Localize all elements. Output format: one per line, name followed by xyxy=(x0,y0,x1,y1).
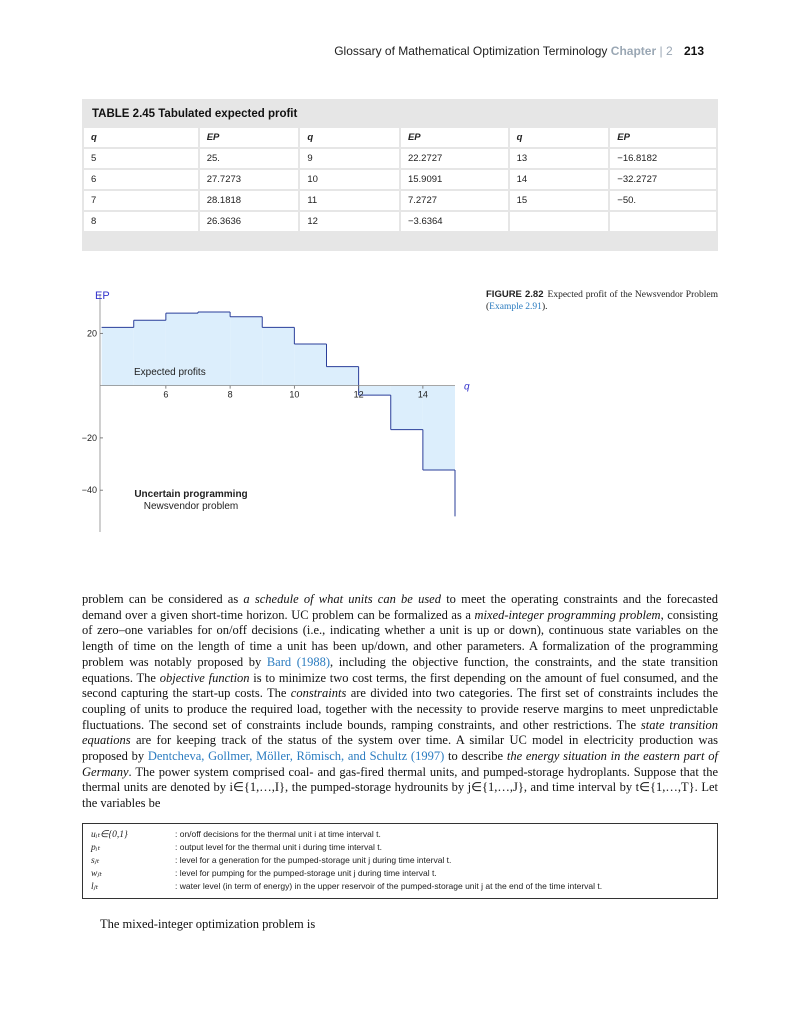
chart-annotation-uncertain-programming: Uncertain programming xyxy=(134,489,248,500)
figure-caption xyxy=(486,289,718,313)
table-cell: 11 xyxy=(300,191,399,210)
table-row xyxy=(84,170,716,189)
emphasis: objective function xyxy=(159,670,250,685)
text-run: . The power system comprised coal- and gas-fired thermal units, and pumped-storage hydroplants. Suppose that the thermal units are denoted by i∈{1,…,I}, the pumped-storage hydrounits by j∈{1,…,J}, and time interval by t∈{1,…,T}. Let the variables be xyxy=(82,764,718,811)
text-run: problem can be considered as xyxy=(82,592,244,606)
text-run: are divided into two categories. The first set of constraints includes the coupling of units to produce the required load, together with the necessity to provide reserve margins to meet unpredictable fluctuations. The second set of constraints include bounds, ramping constraints, and other restrictions. The xyxy=(82,686,719,732)
variable-description: : output level for the thermal unit i during time interval t. xyxy=(175,842,382,852)
running-header xyxy=(334,44,704,58)
text-run: , including the objective function, the constraints, and the state transition equations. The xyxy=(82,654,718,685)
table-row xyxy=(84,212,716,231)
step-fill xyxy=(230,317,262,386)
variable-definitions-box xyxy=(82,823,718,899)
header-cell: q xyxy=(510,128,609,147)
table-cell: −32.2727 xyxy=(610,170,716,189)
header-cell: EP xyxy=(200,128,299,147)
emphasis: state transition equations xyxy=(82,717,718,748)
table-grid xyxy=(82,126,718,233)
table-cell: 5 xyxy=(84,149,198,168)
chapter-number: 2 xyxy=(665,44,673,58)
variable-description: : on/off decisions for the thermal unit i at time interval t. xyxy=(175,829,381,839)
step-fill xyxy=(294,344,326,386)
header-cell: q xyxy=(300,128,399,147)
table-row xyxy=(84,149,716,168)
table-cell: −3.6364 xyxy=(401,212,508,231)
chapter-word: Chapter xyxy=(610,44,657,58)
x-tick-label: 6 xyxy=(163,389,169,400)
table-cell xyxy=(510,212,609,231)
y-axis-label: EP xyxy=(95,290,110,302)
citation-link-dentcheva[interactable]: Dentcheva, Gollmer, Möller, Römisch, and Schultz (1997) xyxy=(147,749,445,764)
variable-symbol: lⱼₜ xyxy=(91,882,99,892)
table-cell: 10 xyxy=(300,170,399,189)
page-number: 213 xyxy=(683,44,704,58)
table-cell: 12 xyxy=(300,212,399,231)
header-cell: q xyxy=(84,128,198,147)
table-cell: 13 xyxy=(510,149,609,168)
emphasis: constraints xyxy=(290,686,347,701)
figure-caption-end: ). xyxy=(541,302,548,312)
closing-sentence: The mixed-integer optimization problem is xyxy=(100,917,316,931)
table-row xyxy=(84,191,716,210)
table-cell: 9 xyxy=(300,149,399,168)
header-cell: EP xyxy=(401,128,508,147)
text-run: , consisting of zero–one variables for on/off decisions (i.e., indicating whether a unit is up or down), continuous state variables on the length of time on the length of time a unit has been up/down, and other parameters. A formalization of the programming problem was notably proposed by xyxy=(82,607,718,669)
step-fill xyxy=(262,327,294,385)
example-link[interactable]: Example 2.91 xyxy=(489,302,542,312)
table-cell: 14 xyxy=(510,170,609,189)
figure-caption-text: Expected profit of the Newsvendor Problem ( xyxy=(486,290,718,312)
table-cell: 6 xyxy=(84,170,198,189)
chart-annotation-newsvendor: Newsvendor problem xyxy=(143,501,239,512)
x-tick-label: 14 xyxy=(417,389,428,400)
variable-description: : level for a generation for the pumped-storage unit j during time interval t. xyxy=(175,855,452,865)
x-tick-label: 8 xyxy=(227,389,233,400)
variable-symbol: pᵢₜ xyxy=(91,843,101,853)
table-title: TABLE 2.45 Tabulated expected profit xyxy=(92,108,298,120)
table-cell: 26.3636 xyxy=(200,212,299,231)
emphasis: a schedule of what units can be used xyxy=(243,592,441,606)
body-paragraph xyxy=(82,592,718,812)
step-fill xyxy=(326,367,358,386)
expected-profit-chart xyxy=(82,280,472,542)
citation-link-bard[interactable]: Bard (1988) xyxy=(266,654,331,669)
table-cell: −16.8182 xyxy=(610,149,716,168)
text-run: to describe xyxy=(444,749,507,764)
header-cell: EP xyxy=(610,128,716,147)
table-cell: 8 xyxy=(84,212,198,231)
table-cell: 7 xyxy=(84,191,198,210)
table-cell: 28.1818 xyxy=(200,191,299,210)
text-run: to meet the operating constraints and the forecasted demand over a given short-time horizon. UC problem can be formalized as a xyxy=(82,592,718,622)
expected-profit-table xyxy=(82,99,718,251)
running-title: Glossary of Mathematical Optimization Terminology xyxy=(334,44,608,58)
table-header-row xyxy=(84,128,716,147)
variable-symbol: sⱼₜ xyxy=(91,856,100,866)
variable-symbol: wⱼₜ xyxy=(91,869,102,879)
variable-description: : water level (in term of energy) in the upper reservoir of the pumped-storage unit j at the end of the time interval t. xyxy=(175,881,603,891)
y-tick-label: −40 xyxy=(82,485,97,496)
table-cell: 7.2727 xyxy=(401,191,508,210)
x-axis-label: q xyxy=(464,381,470,393)
text-run: are for keeping track of the status of the system over time. A similar UC model in electricity production was proposed by xyxy=(82,733,718,764)
table-cell: 15 xyxy=(510,191,609,210)
x-tick-label: 12 xyxy=(353,389,364,400)
table-cell: 27.7273 xyxy=(200,170,299,189)
table-cell: 25. xyxy=(200,149,299,168)
emphasis: mixed-integer programming problem xyxy=(474,607,661,622)
table-cell: −50. xyxy=(610,191,716,210)
table-cell xyxy=(610,212,716,231)
chart-annotation-expected-profits: Expected profits xyxy=(134,367,206,378)
x-tick-label: 10 xyxy=(289,389,300,400)
variable-description: : level for pumping for the pumped-storage unit j during time interval t. xyxy=(175,868,437,878)
step-fill xyxy=(102,327,134,385)
y-tick-label: −20 xyxy=(82,432,97,443)
emphasis: the energy situation in the eastern part of Germany xyxy=(82,749,718,779)
variable-symbol: uᵢₜ∈{0,1} xyxy=(91,830,128,840)
table-cell: 22.2727 xyxy=(401,149,508,168)
figure-label: FIGURE 2.82 xyxy=(486,289,544,300)
y-tick-label: 20 xyxy=(86,328,97,339)
table-cell: 15.9091 xyxy=(401,170,508,189)
header-separator: | xyxy=(659,44,663,58)
text-run: is to minimize two cost terms, the first depending on the amount of fuel consumed, and the second capturing the start-up costs. The xyxy=(82,670,718,701)
